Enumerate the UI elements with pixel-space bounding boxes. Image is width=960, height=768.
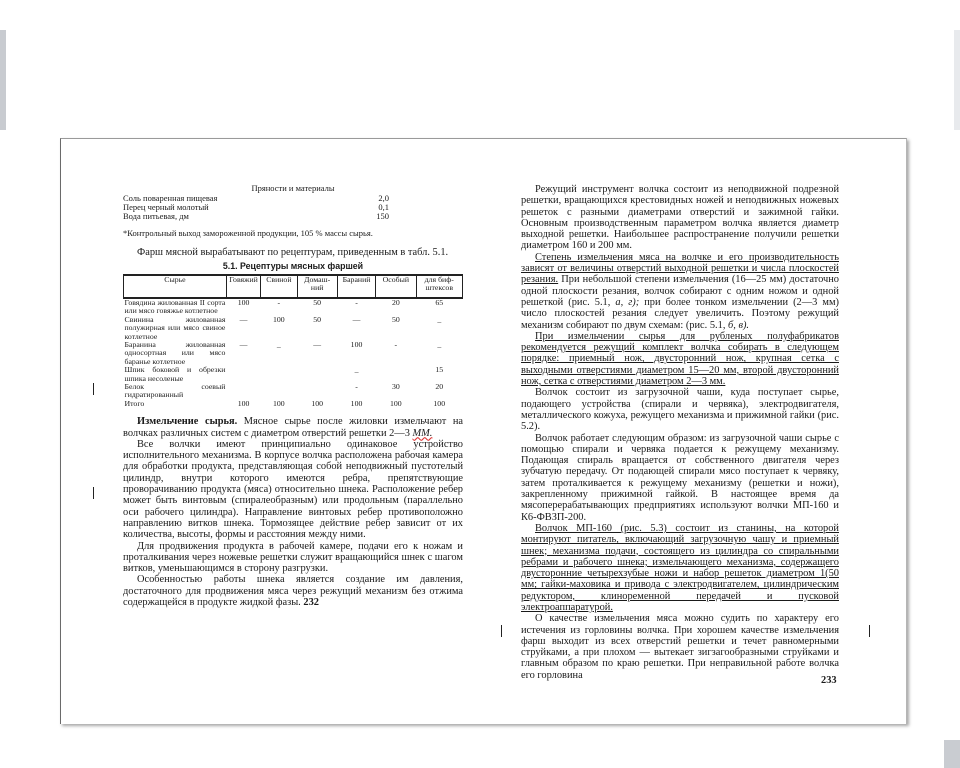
cell — [226, 366, 260, 383]
recipe-table — [123, 274, 463, 408]
cell: — — [239, 314, 248, 324]
cell: - — [355, 382, 358, 392]
row-name: Итого — [124, 398, 145, 408]
document-page — [60, 138, 907, 724]
header-cell: для биф-штексов — [416, 275, 462, 298]
paragraph: О качестве измельчения мяса можно судить по характеру его истечения из горловины волчка. При хорошем качестве измельчения фарш выходит из всех отверстий решетки и течет равномерными струйками, а при плохом — вытекает зигзагообразными струйками и главным образом по краю решетки. При неправильной работе волчка его горловина — [521, 613, 839, 681]
cell: — — [352, 314, 361, 324]
left-column — [123, 184, 463, 608]
paragraph: Для продвижения продукта в рабочей камере, подачи его к ножам и проталкивания через ножевые решетки служит вращающийся шнек с шагом витков, уменьшающимся в сторону разгрузки. — [123, 540, 463, 575]
cell: _ — [437, 340, 442, 350]
cell: 20 — [435, 382, 444, 392]
left-window-edge — [0, 30, 6, 130]
margin-mark — [93, 383, 94, 395]
section-heading: Измельчение сырья. — [137, 416, 238, 428]
row-name: Свинина жилованная полужирная или мясо свиное котлетное — [124, 314, 226, 341]
paragraph: Волчок работает следующим образом: из загрузочной чаши сырье с помощью спирали и червяка подается к режущему механизму. Подающая спираль вращается от собственного двигателя через зубчатую передачу. От подающей спирали мясо поступает к червяку, затем проталкивается к режущему механизму (решетки и ножи), закрепленному прижимной гайкой. В настоящее время да мясоперерабатывающих предприятиях используют волчки МП-160 и К6-ФВЗП-200. — [521, 432, 839, 523]
cell: 100 — [311, 398, 324, 408]
right-page-number: 233 — [821, 675, 837, 686]
cell: 100 — [273, 398, 285, 408]
table-row — [124, 383, 463, 400]
spice-value: 150 — [376, 210, 389, 221]
margin-mark — [869, 625, 870, 637]
table-title: 5.1. Рецептуры мясных фаршей — [222, 260, 364, 271]
paragraph-text: При небольшой степени измельчения (16—25 мм) достаточно одной плоскости резания, волчок собирают с одним ножом и одной решеткой (рис. 5.1, — [521, 274, 839, 308]
paragraph: Режущий инструмент волчка состоит из неподвижной подрезной решетки, вращающихся крестовидных ножей и неподвижных ножевых решеток с разными диаметрами отверстий и зажимной гайки. Основным производственным параметром волчка является диаметр выходной решетки. Наибольшее распространение получили решетки диаметром 160 и 200 мм. — [521, 184, 839, 252]
cell: — — [239, 340, 248, 350]
spice-name: Перец черный молотый — [123, 201, 209, 212]
cell — [297, 366, 337, 383]
cell — [261, 366, 297, 383]
cell: 50 — [391, 314, 400, 324]
spices-list — [123, 194, 463, 220]
header-cell: Говяжий — [226, 275, 260, 298]
cell: 30 — [391, 382, 400, 392]
cell: 100 — [273, 314, 285, 324]
table-total-row — [124, 400, 463, 408]
row-name: Белок соевый гидратированный — [124, 382, 226, 400]
yield-footnote: *Контрольный выход замороженной продукции, 105 % массы сырья. — [123, 228, 373, 239]
paragraph — [123, 574, 463, 608]
margin-mark — [501, 625, 502, 637]
cell: 15 — [435, 365, 444, 375]
paragraph — [521, 252, 839, 331]
table-row — [124, 316, 463, 341]
cell — [297, 383, 337, 400]
cell — [261, 383, 297, 400]
scrollbar-corner[interactable] — [944, 740, 960, 768]
cell: _ — [276, 340, 281, 350]
right-column — [521, 184, 839, 681]
cell — [376, 366, 416, 383]
paragraph-text: при более тонком измельчении (2—3 мм) число плоскостей резания следует увеличить. Поэтому режущий механизм собирают по двум схемам: (рис. 5.1, — [521, 296, 839, 331]
table-row — [124, 366, 463, 383]
cell: 50 — [313, 297, 322, 307]
spice-value: 2,0 — [378, 193, 389, 203]
spice-row — [123, 212, 463, 221]
cell: — — [313, 340, 322, 350]
row-name: Баранина жилованная односортная или мясо баранье котлетное — [124, 340, 226, 366]
table-header-row — [124, 275, 463, 298]
heading-text: Мясное сырье после жиловки измельчают на волчках различных систем с диаметром отверстий решетки 2—3 — [123, 416, 463, 439]
left-page-number: 232 — [303, 597, 319, 609]
cell: 100 — [350, 398, 363, 408]
cell: 100 — [433, 398, 446, 408]
row-name: Говядина жилованная II сорта или мясо говяжье котлетное — [124, 297, 226, 316]
cell: 100 — [237, 398, 250, 408]
paragraph: Волчок состоит из загрузочной чаши, куда поступает сырье, подающего устройства (спирали и червяка), электродвигателя, металлического кожуха, режущего механизма и прижимной гайки (рис. 5.2). — [521, 387, 839, 433]
header-cell: Сырье — [124, 275, 227, 298]
figure-ref: б, в). — [728, 319, 750, 331]
header-cell: Особый — [376, 275, 416, 298]
cell: 100 — [390, 398, 402, 408]
spice-name: Вода питьевая, дм — [123, 210, 189, 221]
cell: 20 — [391, 297, 400, 307]
right-window-edge — [954, 30, 960, 130]
cell: 50 — [313, 314, 322, 324]
table-row — [124, 298, 463, 316]
underlined-text: Степень измельчения мяса на волчке и его производительность зависят от величины отверстий выходной решетки и числа плоскостей резания. — [521, 251, 839, 286]
row-name: Шпик боковой и обрезки шпика несоленые — [124, 365, 226, 383]
intro-paragraph: Фарш мясной вырабатывают по рецептурам, приведенным в табл. 5.1. — [137, 247, 449, 259]
spice-name: Соль поваренная пищевая — [123, 193, 218, 203]
paragraph: Волчок МП-160 (рис. 5.3) состоит из станины, на которой монтируют питатель, включающий загрузочную чашу и приемный шнек; механизма подачи, состоящего из цилиндра со спиральными ребрами и рабочего шнека; измельчающего механизма, содержащего двусторонние четырехзубые ножи и набор решеток диаметром 1(50 мм; гайки-маховика и привода с электродвигателем, цилиндрическим редуктором, клиноременной передачей и пусковой электроаппаратурой. — [521, 522, 839, 613]
section-heading-paragraph — [123, 416, 463, 439]
cell: 100 — [237, 297, 250, 307]
paragraph-text: Особенностью работы шнека является создание им давления, достаточного для продвижения мяса через режущий механизм без отжима содержащейся в продукте жидкой фазы. — [123, 574, 463, 609]
cell: - — [355, 297, 358, 307]
cell: _ — [437, 314, 442, 324]
paragraph: Все волчки имеют принципиально одинаковое устройство исполнительного механизма. В корпусе волчка расположена рабочая камера для обработки продукта, представляющая собой неподвижный пустотелый цилиндр, внутри которого имеются ребра, препятствующие проворачиванию продукта (мяса) относительно шнека. Расположение ребер может быть винтовым (спиралеобразным) или продольным (параллельно оси рабочего цилиндра). Направление винтовых ребер противоположно направлению витков шнека. Тормозящее действие ребер зависит от их количества, высоты, формы и расстояния между ними. — [123, 438, 463, 541]
header-cell: Бараний — [337, 275, 375, 298]
header-cell: Свиной — [261, 275, 297, 298]
cell: - — [394, 340, 398, 350]
cell: 65 — [435, 297, 444, 307]
figure-ref: а, г); — [615, 296, 640, 308]
spices-heading: Пряности и материалы — [251, 183, 335, 193]
cell: 100 — [350, 340, 363, 350]
paragraph: При измельчении сырья для рубленых полуфабрикатов рекомендуется режущий комплект волчка собирать в следующем порядке: приемный нож, двусторонний нож, крупная сетка с выходными отверстиями диаметром 15—20 мм, второй двусторонний нож, сетка с отверстиями диаметром 2—3 мм. — [521, 330, 839, 388]
cell — [226, 383, 260, 400]
cell: _ — [354, 365, 359, 375]
header-cell: Домаш-ний — [297, 275, 337, 298]
unit-text: ММ. — [412, 427, 433, 439]
margin-mark — [93, 487, 94, 499]
cell: - — [277, 297, 281, 307]
spice-value: 0,1 — [378, 201, 389, 212]
table-row — [124, 341, 463, 366]
